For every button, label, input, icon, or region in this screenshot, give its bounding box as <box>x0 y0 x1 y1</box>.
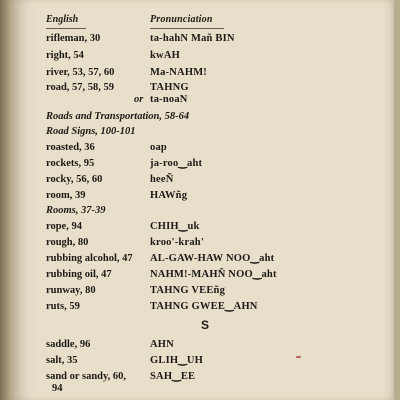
pronunciation-text: kroo'-krah' <box>150 237 204 248</box>
pronunciation-text: CHIH‿uk <box>150 221 200 232</box>
pronunciation-text: kwAH <box>150 50 180 61</box>
pronunciation-text: TAHNG VEEñg <box>150 285 226 296</box>
english-term: saddle, 96 <box>46 339 91 350</box>
pronunciation-text: TAHNG GWEE‿AHN <box>150 301 258 312</box>
pronunciation-text: heeÑ <box>150 174 174 185</box>
english-term: rubbing oil, 47 <box>46 269 112 280</box>
english-term: runway, 80 <box>46 285 96 296</box>
section-title: Roads and Transportation, 58-64 <box>46 111 190 122</box>
english-term: rope, 94 <box>46 221 82 232</box>
pronunciation-text: ta-hahN Mañ BIN <box>150 33 235 44</box>
pronunciation-column-header: Pronunciation <box>150 14 213 25</box>
english-term: ruts, 59 <box>46 301 80 312</box>
section-letter: S <box>200 318 209 332</box>
english-term: river, 53, 57, 60 <box>46 67 115 78</box>
pronunciation-text: ta-noaN <box>150 94 188 105</box>
pronunciation-text: TAHNG <box>150 82 189 93</box>
english-header-underline <box>46 28 86 29</box>
pronunciation-text: SAH‿EE <box>150 371 196 382</box>
english-term-continuation: 94 <box>52 383 63 394</box>
pronunciation-text: oap <box>150 142 167 153</box>
pronunciation-text: HAWñg <box>150 190 188 201</box>
pronunciation-text: ja-roo‿aht <box>150 158 203 169</box>
dictionary-page <box>10 0 394 400</box>
english-term: room, 39 <box>46 190 86 201</box>
english-term: rifleman, 30 <box>46 33 101 44</box>
or-label: or <box>134 94 144 105</box>
english-term: roasted, 36 <box>46 142 95 153</box>
english-column-header: English <box>46 14 79 25</box>
english-term: salt, 35 <box>46 355 78 366</box>
pronunciation-text: AL-GAW-HAW NOO‿aht <box>150 253 275 264</box>
section-title: Road Signs, 100-101 <box>46 126 136 137</box>
pronunciation-text: NAHM!-MAHÑ NOO‿aht <box>150 269 277 280</box>
english-term: rocky, 56, 60 <box>46 174 103 185</box>
english-term: right, 54 <box>46 50 84 61</box>
english-term: rockets, 95 <box>46 158 95 169</box>
pronunciation-text: AHN <box>150 339 174 350</box>
english-term: rough, 80 <box>46 237 89 248</box>
pronunciation-header-underline <box>150 28 224 29</box>
english-term: rubbing alcohol, 47 <box>46 253 133 264</box>
paper-speck <box>296 356 301 358</box>
english-term: road, 57, 58, 59 <box>46 82 115 93</box>
english-term: sand or sandy, 60, <box>46 371 127 382</box>
pronunciation-text: Ma-NAHM! <box>150 67 207 78</box>
section-title: Rooms, 37-39 <box>46 205 106 216</box>
pronunciation-text: GLIH‿UH <box>150 355 204 366</box>
